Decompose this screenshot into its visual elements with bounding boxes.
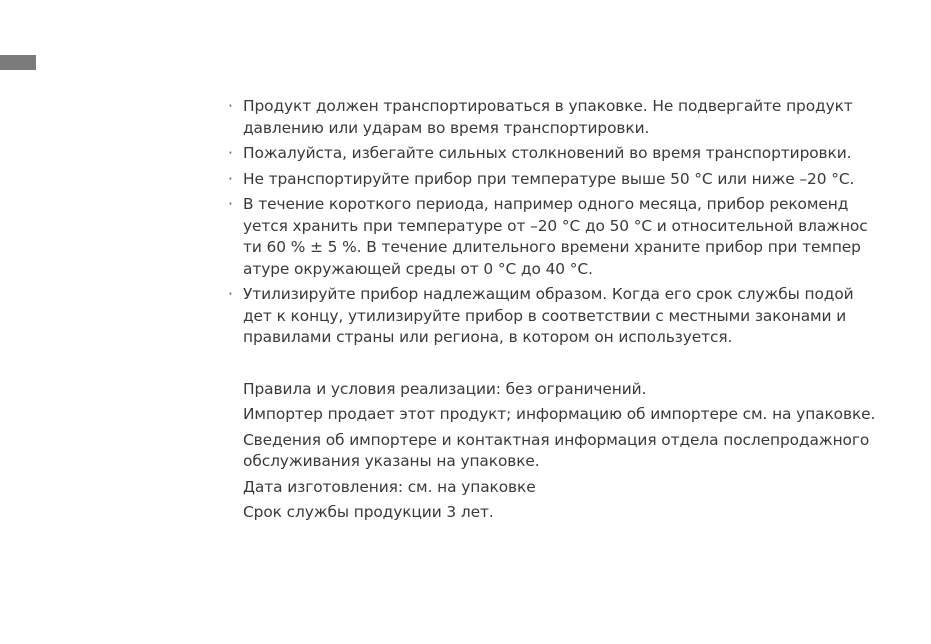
list-item	[228, 143, 918, 165]
bullet-marker: ·	[228, 144, 233, 162]
list-item-text: атуре окружающей среды от 0 °C до 40 °C.	[243, 259, 593, 278]
list-item-text: Пожалуйста, избегайте сильных столкновений во время транспортировки.	[243, 144, 852, 162]
info-text: Правила и условия реализации: без ограничений.	[243, 379, 647, 398]
info-text: Импортер продает этот продукт; информацию об импортере см. на упаковке.	[243, 405, 876, 423]
list-item-text: ти 60 % ± 5 %. В течение длительного времени храните прибор при темпер	[243, 238, 861, 256]
transport-storage-list	[228, 96, 918, 349]
list-item	[228, 194, 918, 280]
list-item-text: давлению или ударам во время транспортировки.	[243, 118, 650, 137]
bullet-marker: ·	[228, 169, 233, 188]
page-corner-tab	[0, 55, 36, 70]
bullet-marker: ·	[228, 97, 233, 115]
importer-note	[243, 404, 918, 426]
bullet-marker: ·	[228, 285, 233, 303]
list-item	[228, 96, 918, 139]
info-text: Сведения об импортере и контактная информация отдела послепродажного	[243, 430, 870, 449]
document-content	[228, 96, 918, 528]
list-item-text: Продукт должен транспортироваться в упаковке. Не подвергайте продукт	[243, 97, 853, 115]
product-info-section	[228, 379, 918, 524]
list-item-text: В течение короткого периода, например одного месяца, прибор рекоменд	[243, 195, 849, 213]
list-item-text: правилами страны или региона, в котором он используется.	[243, 328, 733, 346]
bullet-marker: ·	[228, 195, 233, 213]
list-item-text: дет к концу, утилизируйте прибор в соответствии с местными законами и	[243, 306, 847, 325]
importer-contact-info	[243, 430, 918, 473]
service-life	[243, 502, 918, 524]
list-item-text: уется хранить при температуре от –20 °C до 50 °C и относительной влажнос	[243, 216, 868, 235]
manufacture-date	[243, 477, 918, 499]
list-item-text: Утилизируйте прибор надлежащим образом. Когда его срок службы подой	[243, 285, 854, 303]
list-item	[228, 284, 918, 349]
list-item	[228, 169, 918, 191]
list-item-text: Не транспортируйте прибор при температуре выше 50 °C или ниже –20 °C.	[243, 169, 855, 188]
sales-terms	[243, 379, 918, 401]
info-text: Дата изготовления: см. на упаковке	[243, 477, 536, 496]
info-text: Срок службы продукции 3 лет.	[243, 503, 494, 521]
info-text: обслуживания указаны на упаковке.	[243, 452, 540, 470]
